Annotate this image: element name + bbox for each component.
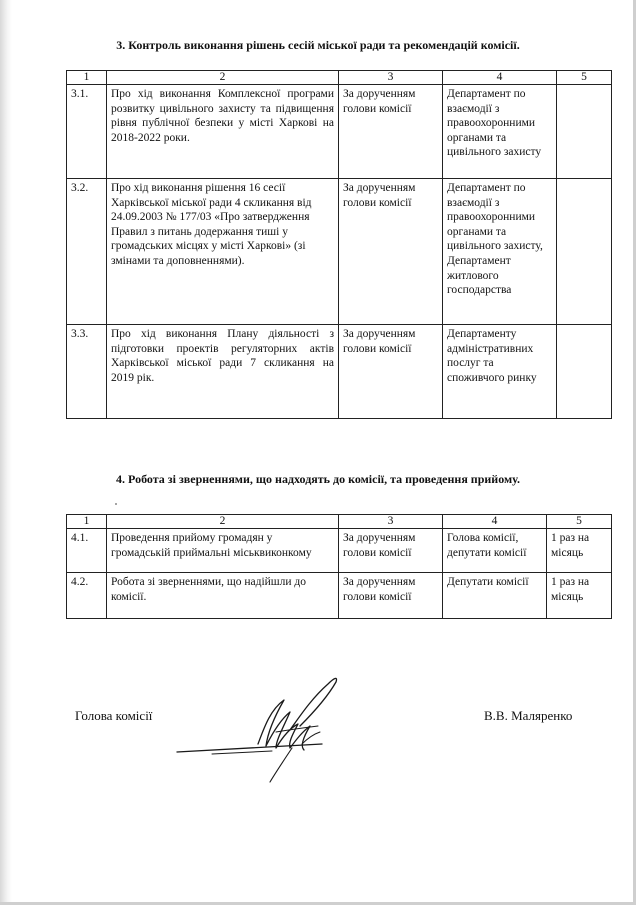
table-row [67,573,612,619]
column-number: 1 [67,515,107,529]
column-number: 2 [107,515,339,529]
row-subject: Робота зі зверненнями, що надійшли до комісії. [107,573,339,619]
row-responsible: Департамент по взаємодії з правоохоронними органами та цивільного захисту [443,85,557,179]
row-responsible: Департаменту адміністративних послуг та споживчого ринку [443,325,557,419]
row-term: За дорученням голови комісії [339,573,443,619]
row-number: 3.2. [67,179,107,325]
signature-title-label: Голова комісії [75,708,153,723]
column-number: 4 [443,71,557,85]
signatory-name: В.В. Маляренко [484,708,573,723]
section-3-title: 3. Контроль виконання рішень сесій міської ради та рекомендацій комісії. [116,38,520,52]
column-number: 3 [339,71,443,85]
handwritten-signature [172,668,372,788]
row-subject: Про хід виконання Комплексної програми розвитку цивільного захисту та підвищення рівня публічної безпеки у місті Харкові на 2018-2022 роки. [107,85,339,179]
column-number-row [67,515,612,529]
row-note [557,179,612,325]
row-term: За дорученням голови комісії [339,85,443,179]
scan-speck [115,503,117,505]
row-term: За дорученням голови комісії [339,325,443,419]
row-note [557,325,612,419]
column-number: 3 [339,515,443,529]
table-row [67,529,612,573]
section-3-table [66,70,612,419]
row-number: 4.1. [67,529,107,573]
section-4-table [66,514,612,619]
scan-edge-left [0,0,12,905]
table-row [67,85,612,179]
row-number: 3.1. [67,85,107,179]
row-subject: Про хід виконання Плану діяльності з підготовки проектів регуляторних актів Харківської міської ради 7 скликання на 2019 рік. [107,325,339,419]
row-number: 3.3. [67,325,107,419]
column-number: 1 [67,71,107,85]
row-number: 4.2. [67,573,107,619]
row-note: 1 раз на місяць [547,529,612,573]
column-number: 5 [547,515,612,529]
row-note: 1 раз на місяць [547,573,612,619]
table-row [67,325,612,419]
row-note [557,85,612,179]
row-responsible: Депутати комісії [443,573,547,619]
row-subject: Проведення прийому громадян у громадській приймальні міськвиконкому [107,529,339,573]
column-number: 5 [557,71,612,85]
row-term: За дорученням голови комісії [339,529,443,573]
row-subject: Про хід виконання рішення 16 сесії Харківської міської ради 4 скликання від 24.09.2003 № 177/03 «Про затвердження Правил з питань додержання тиші у громадських місцях у місті Харкові» (зі змінами та доповненнями). [107,179,339,325]
section-4-title: 4. Робота зі зверненнями, що надходять до комісії, та проведення прийому. [116,472,520,486]
row-responsible: Голова комісії, депутати комісії [443,529,547,573]
column-number: 2 [107,71,339,85]
row-responsible: Департамент по взаємодії з правоохоронними органами та цивільного захисту, Департамент житлового господарства [443,179,557,325]
table-row [67,179,612,325]
column-number: 4 [443,515,547,529]
row-term: За дорученням голови комісії [339,179,443,325]
column-number-row [67,71,612,85]
